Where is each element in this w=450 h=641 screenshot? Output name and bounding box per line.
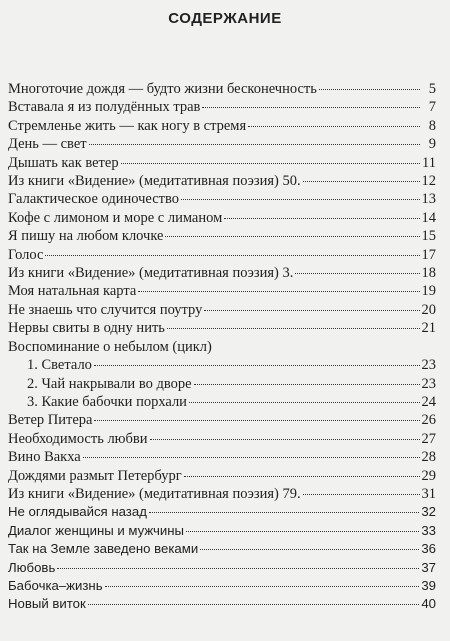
toc-page-number: 37	[421, 559, 436, 575]
toc-entry-title: Необходимость любви	[8, 430, 148, 447]
toc-page-number: 29	[421, 467, 436, 484]
table-of-contents	[8, 80, 436, 614]
toc-entry-title: Из книги «Видение» (медитативная поэзия) 3.	[8, 265, 294, 282]
toc-page-number: 9	[428, 136, 436, 153]
toc-entry	[8, 522, 436, 540]
toc-entry-title: День — свет	[8, 136, 87, 153]
toc-entry-title: Дышать как ветер	[8, 154, 119, 171]
toc-page-number: 23	[421, 375, 436, 392]
toc-entry	[8, 430, 436, 448]
toc-entry	[8, 190, 436, 208]
toc-entry	[8, 117, 436, 135]
dot-leader	[189, 402, 420, 403]
dot-leader	[186, 531, 419, 532]
toc-page-number: 7	[428, 99, 436, 116]
dot-leader	[121, 163, 420, 164]
toc-entry	[8, 577, 436, 595]
dot-leader	[89, 144, 420, 145]
toc-subentry	[8, 356, 436, 374]
dot-leader	[88, 604, 420, 605]
toc-entry-title: 2. Чай накрывали во дворе	[27, 375, 192, 392]
toc-entry	[8, 595, 436, 613]
dot-leader	[248, 126, 420, 127]
toc-entry-title: Вино Вакха	[8, 449, 81, 466]
toc-cycle-heading	[8, 338, 436, 356]
toc-entry-title: Не оглядывайся назад	[8, 504, 147, 520]
dot-leader	[167, 328, 420, 329]
toc-page-number: 18	[421, 265, 436, 282]
toc-entry	[8, 485, 436, 503]
toc-entry	[8, 540, 436, 558]
toc-page-number: 13	[421, 191, 436, 208]
toc-entry	[8, 135, 436, 153]
dot-leader	[150, 439, 420, 440]
dot-leader	[194, 384, 420, 385]
dot-leader	[83, 457, 420, 458]
toc-entry-title: Галактическое одиночество	[8, 191, 179, 208]
toc-entry	[8, 246, 436, 264]
dot-leader	[295, 273, 419, 274]
dot-leader	[45, 255, 419, 256]
toc-page-number: 8	[428, 117, 436, 134]
toc-page-number: 11	[422, 154, 436, 171]
toc-entry-title: Воспоминание о небылом (цикл)	[8, 338, 212, 355]
dot-leader	[202, 107, 420, 108]
toc-entry	[8, 467, 436, 485]
toc-entry-title: Любовь	[8, 559, 56, 575]
toc-page-number: 19	[421, 283, 436, 300]
toc-page-number: 27	[421, 430, 436, 447]
dot-leader	[224, 218, 419, 219]
toc-entry-title: Так на Земле заведено веками	[8, 541, 199, 557]
toc-page-number: 31	[421, 485, 436, 502]
toc-entry	[8, 98, 436, 116]
toc-entry-title: Нервы свиты в одну нить	[8, 320, 165, 337]
dot-leader	[204, 310, 419, 311]
toc-entry	[8, 80, 436, 98]
toc-entry-title: Моя натальная карта	[8, 283, 137, 300]
toc-page-number: 26	[421, 412, 436, 429]
toc-entry	[8, 154, 436, 172]
toc-entry	[8, 209, 436, 227]
dot-leader	[303, 181, 420, 182]
toc-entry	[8, 448, 436, 466]
toc-page-number: 24	[421, 393, 436, 410]
toc-page-number: 40	[421, 596, 436, 612]
toc-entry-title: Голос	[8, 246, 44, 263]
dot-leader	[105, 586, 420, 587]
dot-leader	[181, 199, 420, 200]
toc-subentry	[8, 375, 436, 393]
toc-page-number: 12	[421, 173, 436, 190]
toc-entry	[8, 319, 436, 337]
toc-entry	[8, 227, 436, 245]
toc-page-number: 23	[421, 357, 436, 374]
dot-leader	[149, 512, 419, 513]
toc-page-number: 21	[421, 320, 436, 337]
dot-leader	[94, 420, 419, 421]
toc-page-number: 15	[421, 228, 436, 245]
toc-entry-title: Диалог женщины и мужчины	[8, 522, 185, 538]
toc-entry	[8, 172, 436, 190]
toc-entry	[8, 301, 436, 319]
toc-entry-title: Многоточие дождя — будто жизни бесконечность	[8, 81, 317, 97]
toc-entry-title: Из книги «Видение» (медитативная поэзия) 79.	[8, 485, 301, 502]
dot-leader	[200, 549, 419, 550]
toc-entry-title: Из книги «Видение» (медитативная поэзия) 50.	[8, 173, 301, 190]
toc-page-number: 33	[421, 522, 436, 538]
toc-subentry	[8, 393, 436, 411]
toc-page-number: 36	[421, 541, 436, 557]
toc-entry-title: Не знаешь что случится поутру	[8, 301, 203, 318]
toc-entry	[8, 411, 436, 429]
toc-page-number: 20	[421, 301, 436, 318]
dot-leader	[94, 365, 420, 366]
dot-leader	[184, 476, 420, 477]
toc-page-number: 14	[421, 209, 436, 226]
toc-page-number: 28	[421, 449, 436, 466]
toc-entry-title: Бабочка–жизнь	[8, 577, 103, 593]
dot-leader	[303, 494, 420, 495]
dot-leader	[57, 568, 419, 569]
dot-leader	[319, 89, 420, 90]
toc-entry-title: Стремленье жить — как ногу в стремя	[8, 117, 247, 134]
toc-entry-title: Новый виток	[8, 596, 86, 612]
page-title: СОДЕРЖАНИЕ	[168, 10, 282, 27]
toc-page-number: 17	[421, 246, 436, 263]
toc-entry-title: 1. Светало	[27, 357, 92, 374]
toc-entry-title: Я пишу на любом клочке	[8, 228, 164, 245]
toc-entry-title: Дождями размыт Петербург	[8, 467, 182, 484]
toc-entry-title: Кофе с лимоном и море с лиманом	[8, 209, 223, 226]
toc-page-number: 32	[421, 504, 436, 520]
dot-leader	[138, 291, 419, 292]
toc-entry	[8, 282, 436, 300]
toc-entry	[8, 559, 436, 577]
toc-entry-title: Ветер Питера	[8, 412, 93, 429]
dot-leader	[165, 236, 419, 237]
toc-page-number: 39	[421, 577, 436, 593]
toc-entry	[8, 264, 436, 282]
toc-entry-title: 3. Какие бабочки порхали	[27, 393, 187, 410]
toc-page-number: 5	[428, 81, 436, 97]
toc-entry-title: Вставала я из полудённых трав	[8, 99, 201, 116]
toc-entry	[8, 503, 436, 521]
